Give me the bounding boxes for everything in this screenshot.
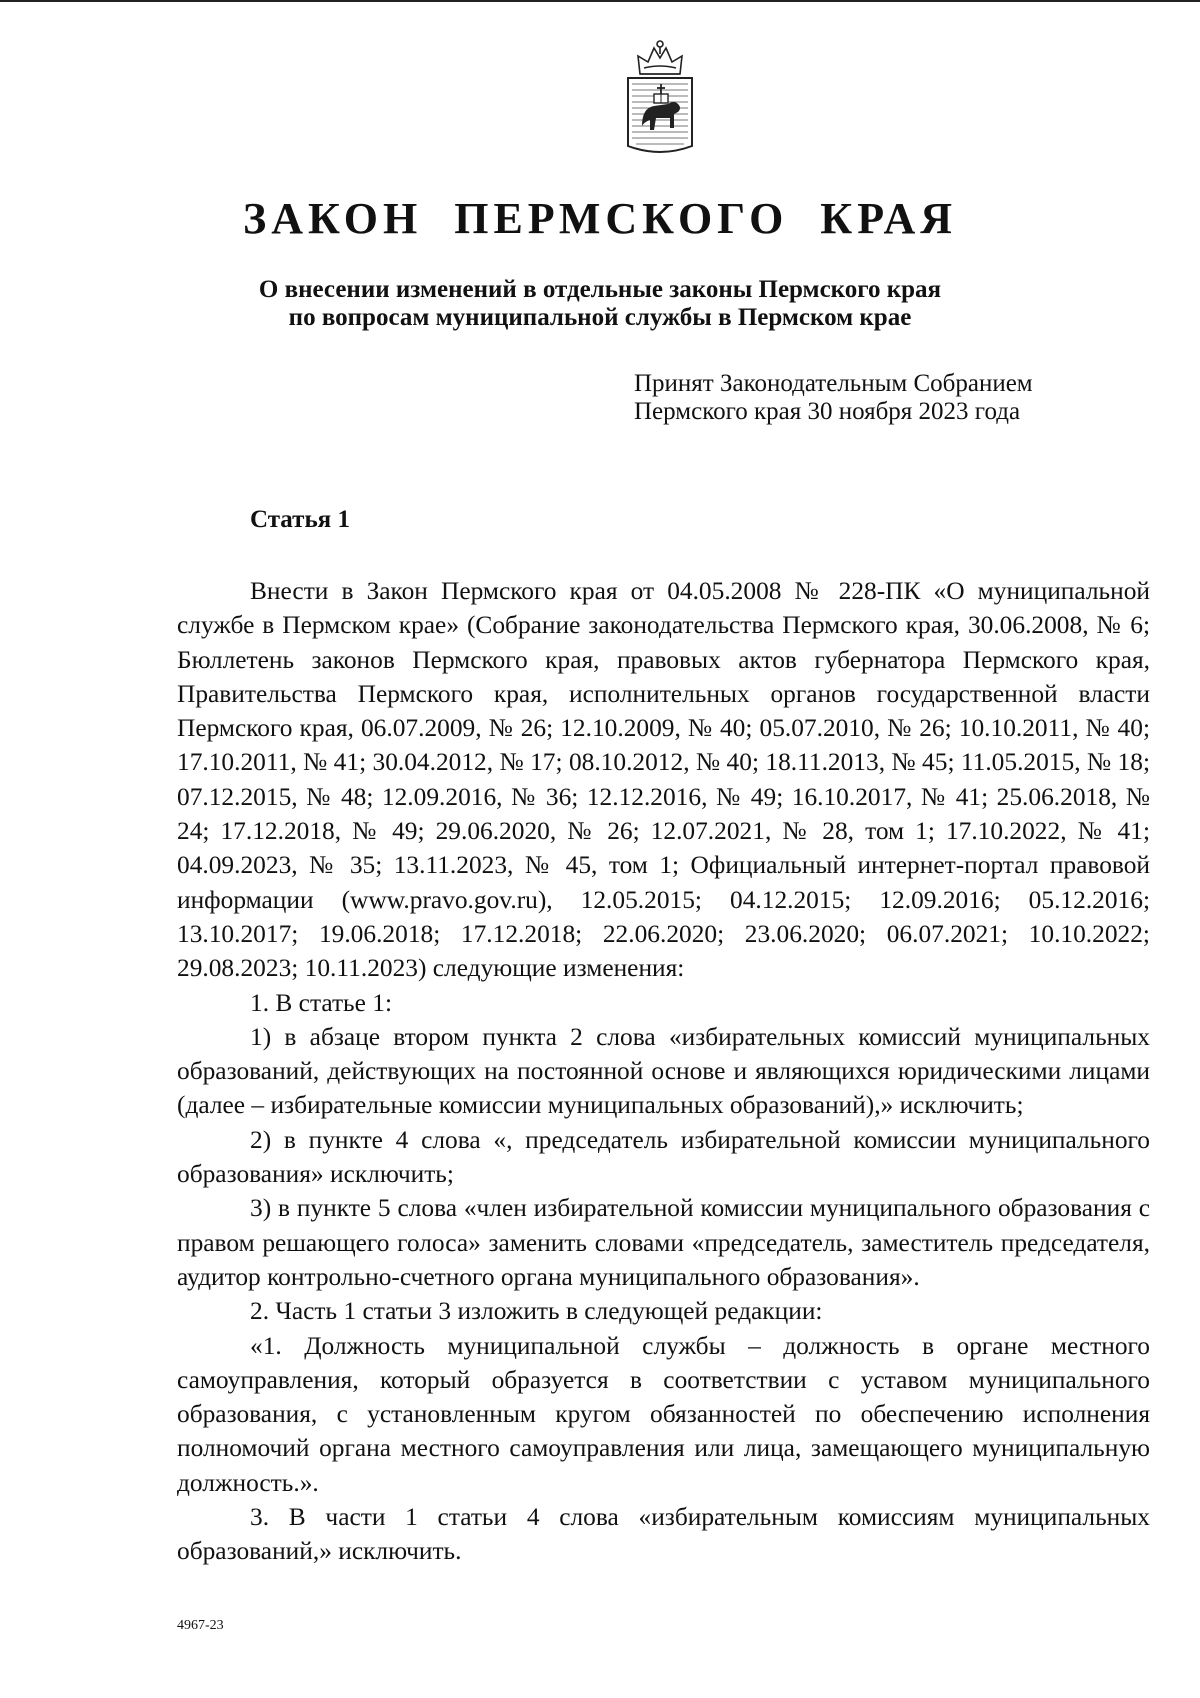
law-title: ЗАКОН ПЕРМСКОГО КРАЯ	[242, 194, 958, 243]
adoption-line-1: Принят Законодательным Собранием	[634, 370, 1033, 397]
article-paragraph: 1) в абзаце втором пункта 2 слова «избирательных комиссий муниципальных образований, действующих на постоянной основе и являющихся юридическими лицами (далее – избирательные комиссии муниципальных образований),» исключить;	[177, 1022, 1150, 1120]
article-paragraph: 3) в пункте 5 слова «член избирательной комиссии муниципального образования с правом решающего голоса» заменить словами «председатель, заместитель председателя, аудитор контрольно-счетного органа муниципального образования».	[177, 1194, 1150, 1291]
top-border-line	[0, 0, 1200, 2]
adoption-line-2: Пермского края 30 ноября 2023 года	[634, 398, 1021, 425]
article-title: Статья 1	[250, 506, 350, 533]
document-number: 4967-23	[177, 1618, 224, 1633]
subtitle-line-1: О внесении изменений в отдельные законы Пермского края	[258, 276, 942, 303]
article-body	[177, 574, 1150, 1569]
article-paragraph: 1. В статье 1:	[250, 988, 393, 1017]
subtitle-line-2: по вопросам муниципальной службы в Пермском крае	[288, 304, 912, 331]
article-paragraph: 2. Часть 1 статьи 3 изложить в следующей редакции:	[250, 1297, 823, 1326]
law-subtitle	[150, 276, 1050, 332]
article-paragraph: 3. В части 1 статьи 4 слова «избирательным комиссиям муниципальных образований,» исключить.	[177, 1503, 1150, 1566]
article-paragraph: Внести в Закон Пермского края от 04.05.2008 № 228-ПК «О муниципальной службе в Пермском крае» (Собрание законодательства Пермского края, 30.06.2008, № 6; Бюллетень законов Пермского края, правовых актов губернатора Пермского края, Правительства Пермского края, исполнительных органов государственной власти Пермского края, 06.07.2009, № 26; 12.10.2009, № 40; 05.07.2010, № 26; 10.10.2011, № 40; 17.10.2011, № 41; 30.04.2012, № 17; 08.10.2012, № 40; 18.11.2013, № 45; 11.05.2015, № 18; 07.12.2015, № 48; 12.09.2016, № 36; 12.12.2016, № 49; 16.10.2017, № 41; 25.06.2018, № 24; 17.12.2018, № 49; 29.06.2020, № 26; 12.07.2021, № 28, том 1; 17.10.2022, № 41; 04.09.2023, № 35; 13.11.2023, № 45, том 1; Официальный интернет-портал правовой информации (www.pravo.gov.ru), 12.05.2015; 04.12.2015; 12.09.2016; 05.12.2016; 13.10.2017; 19.06.2018; 17.12.2018; 22.06.2020; 23.06.2020; 06.07.2021; 10.10.2022; 29.08.2023; 10.11.2023) следующие изменения:	[177, 577, 1150, 983]
perm-coat-of-arms-icon	[624, 38, 696, 158]
adoption-note	[634, 370, 1094, 426]
article-paragraph: «1. Должность муниципальной службы – должность в органе местного самоуправления, который образуется в соответствии с уставом муниципального образования, с установленным кругом обязанностей по обеспечению исполнения полномочий органа местного самоуправления или лица, замещающего муниципальную должность.».	[177, 1331, 1150, 1497]
article-paragraph: 2) в пункте 4 слова «, председатель избирательной комиссии муниципального образования» исключить;	[177, 1125, 1150, 1189]
